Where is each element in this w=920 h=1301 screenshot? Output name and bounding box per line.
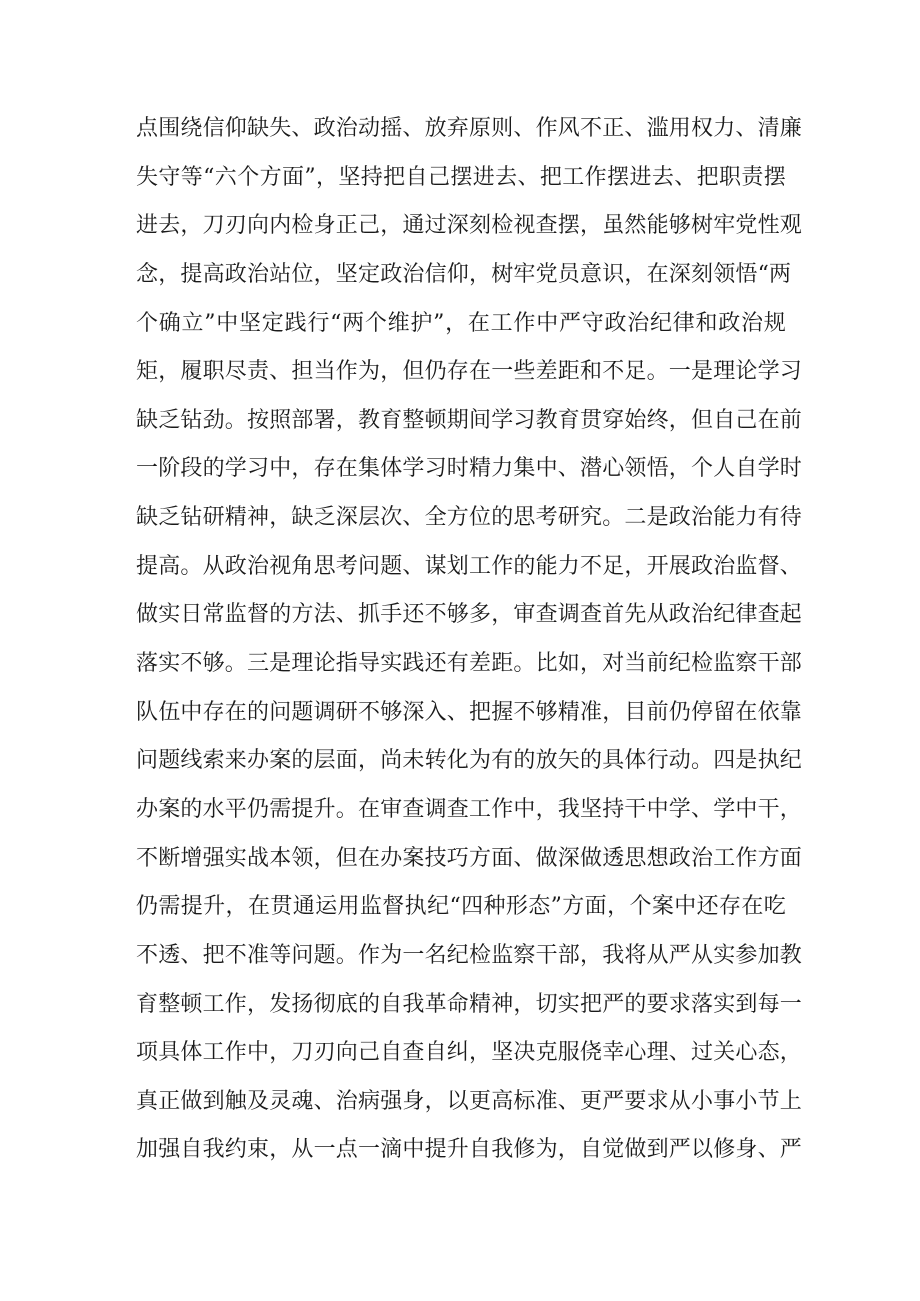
paragraph-line: 缺乏钻研精神，缺乏深层次、全方位的思考研究。二是政治能力有待 xyxy=(136,505,803,531)
paragraph-line: 落实不够。三是理论指导实践还有差距。比如，对当前纪检监察干部 xyxy=(136,651,803,677)
paragraph-line: 提高。从政治视角思考问题、谋划工作的能力不足，开展政治监督、 xyxy=(136,553,803,579)
paragraph-line: 念，提高政治站位，坚定政治信仰，树牢党员意识，在深刻领悟“两 xyxy=(136,261,792,287)
paragraph-line: 仍需提升，在贯通运用监督执纪“四种形态”方面，个案中还存在吃 xyxy=(136,894,786,920)
paragraph-line: 办案的水平仍需提升。在审查调查工作中，我坚持干中学、学中干， xyxy=(136,796,803,822)
paragraph-line: 个确立”中坚定践行“两个维护”，在工作中严守政治纪律和政治规 xyxy=(136,310,786,336)
paragraph-line: 不断增强实战本领，但在办案技巧方面、做深做透思想政治工作方面 xyxy=(136,845,803,871)
paragraph-line: 项具体工作中，刀刃向己自查自纠，坚决克服侥幸心理、过关心态， xyxy=(136,1040,803,1066)
paragraph-line: 失守等“六个方面”，坚持把自己摆进去、把工作摆进去、把职责摆 xyxy=(136,164,786,190)
paragraph-line: 加强自我约束，从一点一滴中提升自我修为，自觉做到严以修身、严 xyxy=(136,1137,803,1163)
paragraph-line: 一阶段的学习中，存在集体学习时精力集中、潜心领悟，个人自学时 xyxy=(136,456,803,482)
paragraph-line: 矩，履职尽责、担当作为，但仍存在一些差距和不足。一是理论学习 xyxy=(136,359,803,385)
paragraph-line: 进去，刀刃向内检身正己，通过深刻检视查摆，虽然能够树牢党性观 xyxy=(136,213,803,239)
paragraph-line: 不透、把不准等问题。作为一名纪检监察干部，我将从严从实参加教 xyxy=(136,942,803,968)
body-paragraph xyxy=(136,105,803,1175)
paragraph-line: 问题线索来办案的层面，尚未转化为有的放矢的具体行动。四是执纪 xyxy=(136,748,803,774)
paragraph-line: 做实日常监督的方法、抓手还不够多，审查调查首先从政治纪律查起 xyxy=(136,602,803,628)
paragraph-line: 队伍中存在的问题调研不够深入、把握不够精准，目前仍停留在依靠 xyxy=(136,699,803,725)
paragraph-line: 点围绕信仰缺失、政治动摇、放弃原则、作风不正、滥用权力、清廉 xyxy=(136,116,803,141)
paragraph-line: 缺乏钻劲。按照部署，教育整顿期间学习教育贯穿始终，但自己在前 xyxy=(136,407,803,433)
paragraph-line: 真正做到触及灵魂、治病强身，以更高标准、更严要求从小事小节上 xyxy=(136,1088,803,1114)
paragraph-line: 育整顿工作，发扬彻底的自我革命精神，切实把严的要求落实到每一 xyxy=(136,991,803,1017)
